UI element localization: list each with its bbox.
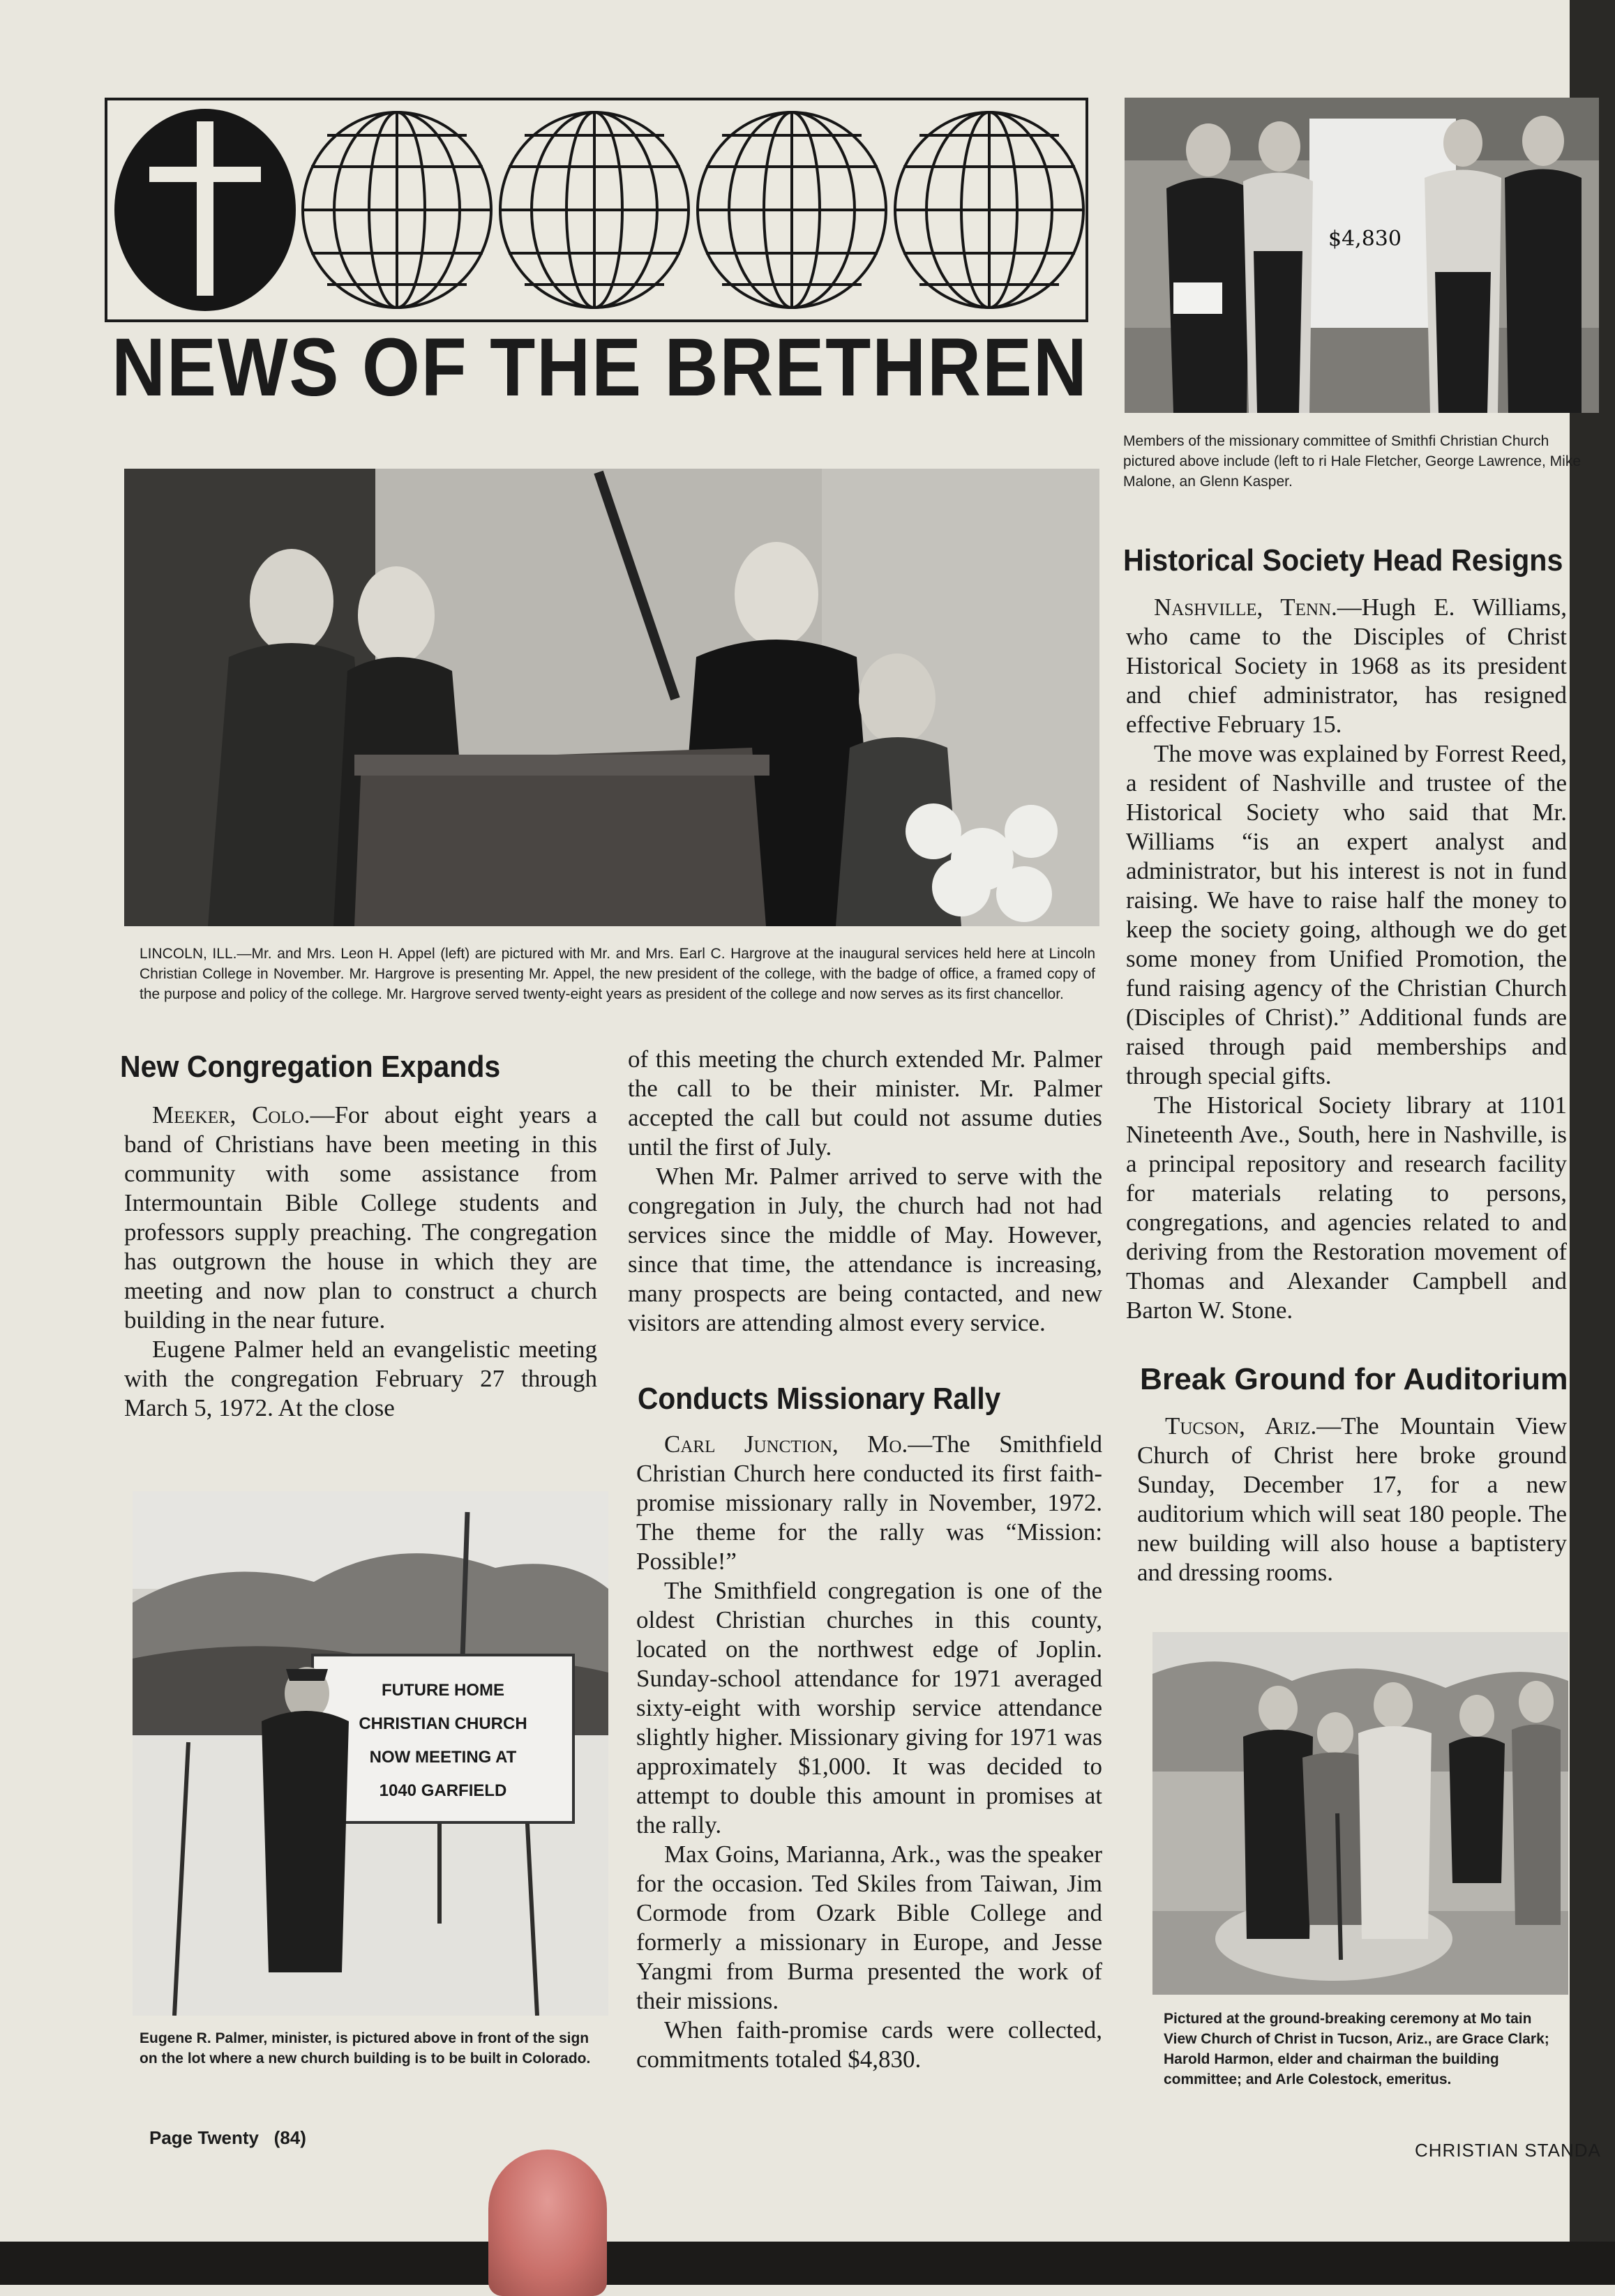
rally-p4: When faith-promise cards were collected, commitments totaled $4,830. <box>636 2016 1102 2073</box>
cross-icon <box>114 109 296 311</box>
rally-article <box>636 1430 1102 2074</box>
holding-thumb <box>488 2150 607 2296</box>
globe-icon <box>303 112 491 308</box>
congregation-p4: When Mr. Palmer arrived to serve with the congregation in July, the church had not had services since the middle of May. However, since that time, the attendance is increasing, many prospects are being contacted, and new visitors are attending almost every service. <box>628 1163 1102 1336</box>
masthead-banner <box>105 98 1088 322</box>
globe-icon <box>500 112 689 308</box>
historical-p2: The move was explained by Forrest Reed, a resident of Nashville and trustee of the Historical Society who said that Mr. Williams “is an expert analyst and administrator, but his interest is not in fund raising. We have to raise half the money to keep the society going, although we do get some money from Unified Promotion, the fund raising agency of the Christian Church (Disciples of Christ).” Additional funds are raised through paid memberships and through special gifts. <box>1126 740 1567 1089</box>
groundbreaking-caption: Pictured at the ground-breaking ceremony at Mo tain View Church of Christ in Tucson, Ariz., are Grace Clark; Harold Harmon, elder and chairman the building committee; and Arle Colestock, emeritus. <box>1164 2011 1549 2087</box>
historical-p3: The Historical Society library at 1101 Nineteenth Ave., South, here in Nashville, is a principal repository and research facility for materials relating to persons, congregations, and agencies related to and deriving from the Restoration movement of Thomas and Alexander Campbell and Barton W. Stone. <box>1126 1092 1567 1324</box>
rally-dateline: Carl Junction, Mo. <box>664 1430 908 1458</box>
auditorium-p1: —The Mountain View Church of Christ here broke ground Sunday, December 17, for a new auditorium which will seat 180 people. The new building will also house a baptistery and dressing rooms. <box>1137 1412 1567 1586</box>
historical-headline: Historical Society Head Resigns <box>1123 543 1563 577</box>
congregation-headline: New Congregation Expands <box>120 1050 501 1084</box>
auditorium-article <box>1137 1412 1567 1587</box>
congregation-p3: of this meeting the church extended Mr. Palmer the call to be their minister. Mr. Palmer accepted the call but could not assume duties until the first of July. <box>628 1045 1102 1161</box>
lincoln-inauguration-photo <box>124 469 1099 926</box>
congregation-article-col1 <box>124 1101 597 1423</box>
masthead-artwork <box>107 100 1086 319</box>
auditorium-dateline: Tucson, Ariz. <box>1165 1412 1317 1440</box>
congregation-dateline: Meeker, Colo. <box>152 1101 310 1128</box>
publication-name: CHRISTIAN STANDA <box>1415 2140 1601 2161</box>
sign-line: CHRISTIAN CHURCH <box>359 1714 527 1733</box>
palmer-caption: Eugene R. Palmer, minister, is pictured above in front of the sign on the lot where a new church building is to be built in Colorado. <box>140 2030 591 2067</box>
globe-icon <box>895 112 1083 308</box>
rally-headline: Conducts Missionary Rally <box>638 1382 1001 1416</box>
historical-article <box>1126 593 1567 1325</box>
historical-dateline: Nashville, Tenn. <box>1154 594 1337 621</box>
congregation-p2: Eugene Palmer held an evangelistic meeting with the congregation February 27 through March 5, 1972. At the close <box>124 1336 597 1421</box>
check-amount: $4,830 <box>1328 227 1402 251</box>
groundbreaking-photo <box>1152 1632 1568 1995</box>
masthead-title: NEWS OF THE BRETHREN <box>112 322 1088 414</box>
historical-p1: —Hugh E. Williams, who came to the Disciples of Christ Historical Society in 1968 as its president and chief administrator, has resigned effective February 15. <box>1126 594 1567 738</box>
palmer-sign-photo <box>133 1491 608 2016</box>
sign-line: NOW MEETING AT <box>369 1748 517 1767</box>
rally-p3: Max Goins, Marianna, Ark., was the speaker for the occasion. Ted Skiles from Taiwan, Jim Cormode from Ozark Bible College and formerly a missionary in Europe, and Jesse Yangmi from Burma presented the work of their missions. <box>636 1841 1102 2014</box>
church-sign-text <box>320 1674 566 1808</box>
globe-icon <box>698 112 886 308</box>
lincoln-caption: LINCOLN, ILL.—Mr. and Mrs. Leon H. Appel (left) are pictured with Mr. and Mrs. Earl C. Hargrove at the inaugural services held here at Lincoln Christian College in November. Mr. Hargrove is presenting Mr. Appel, the new president of the college, with the badge of office, a framed copy of the purpose and policy of the college. Mr. Hargrove served twenty-eight years as president of the college and now serves as its first chancellor. <box>140 946 1095 1002</box>
auditorium-headline: Break Ground for Auditorium <box>1140 1362 1568 1396</box>
congregation-article-col2 <box>628 1045 1102 1338</box>
sign-line: 1040 GARFIELD <box>379 1781 507 1800</box>
sign-line: FUTURE HOME <box>382 1681 504 1700</box>
congregation-p1: —For about eight years a band of Christians have been meeting in this community with some assistance from Intermountain Bible College students and professors supply preaching. The congregation has outgrown the house in which they are meeting and now plan to construct a church building in the near future. <box>124 1101 597 1334</box>
page-number: Page Twenty (84) <box>149 2127 306 2148</box>
scan-bottom-shadow <box>0 2242 1615 2285</box>
rally-p2: The Smithfield congregation is one of the oldest Christian churches in this county, located on the northwest edge of Joplin. Sunday-school attendance for 1971 averaged sixty-eight with worship service attendance slightly higher. Missionary giving for 1971 was approximately $1,000. It was decided to attempt to double this amount in promises at the rally. <box>636 1577 1102 1838</box>
committee-photo <box>1125 98 1599 413</box>
rally-p1: —The Smithfield Christian Church here conducted its first faith-promise missionary rally in November, 1972. The theme for the rally was “Mission: Possible!” <box>636 1430 1102 1575</box>
committee-caption: Members of the missionary committee of Smithfi Christian Church pictured above include (left to ri Hale Fletcher, George Lawrence, Mike Malone, an Glenn Kasper. <box>1123 433 1581 490</box>
